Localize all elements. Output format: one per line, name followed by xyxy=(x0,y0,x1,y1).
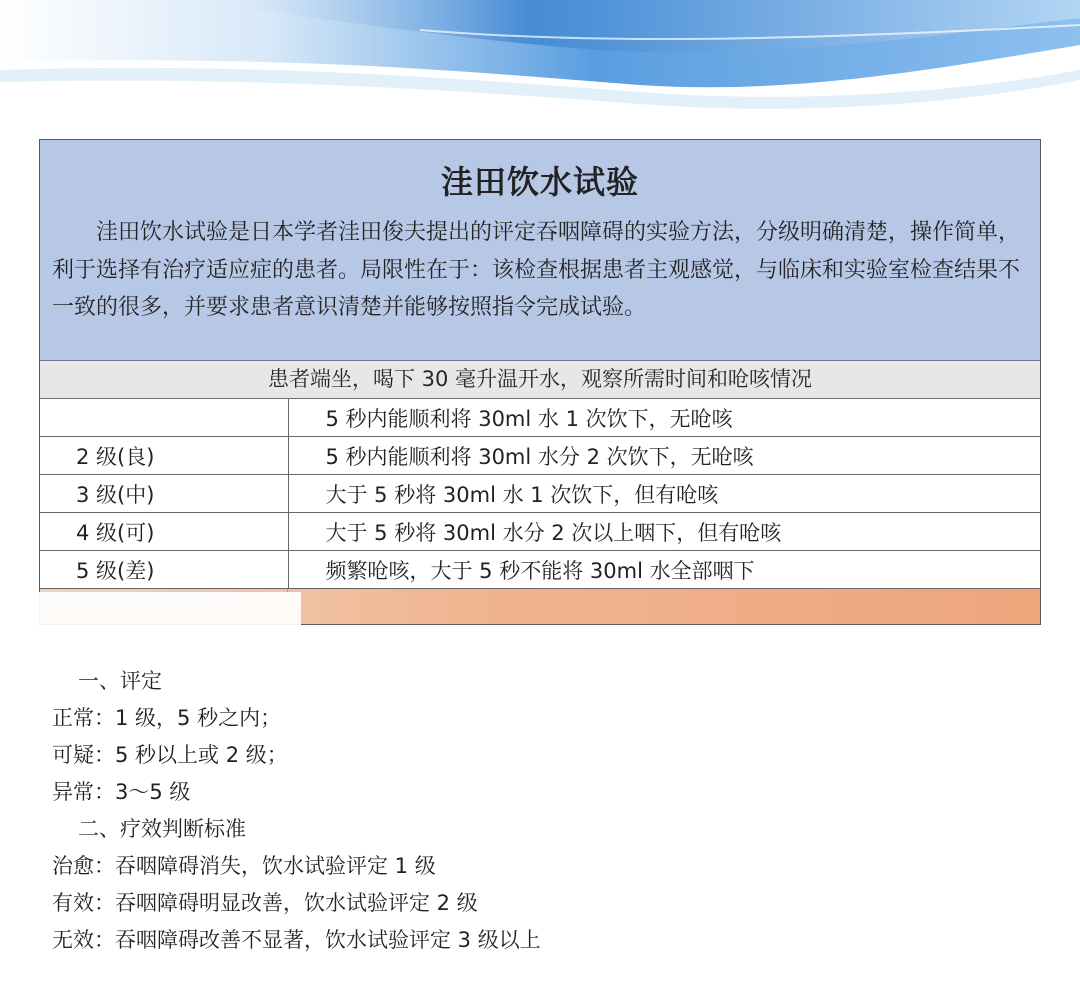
efficacy-item: 有效：吞咽障碍明显改善，饮水试验评定 2 级 xyxy=(52,891,478,915)
criteria-notes xyxy=(52,663,752,959)
page-title: 洼田饮水试验 xyxy=(440,163,639,201)
table-row xyxy=(40,475,1040,513)
description-paragraph: 洼田饮水试验是日本学者洼田俊夫提出的评定吞咽障碍的实验方法，分级明确清楚，操作简单，利于选择有治疗适应症的患者。局限性在于：该检查根据患者主观感觉，与临床和实验室检查结果不一致的很多，并要求患者意识清楚并能够按照指令完成试验。 xyxy=(52,220,1021,320)
evaluation-item: 正常：1 级，5 秒之内； xyxy=(52,706,282,730)
erased-smudge xyxy=(39,592,301,667)
header-wave-decoration xyxy=(0,0,1080,130)
grade-description: 大于 5 秒将 30ml 水分 2 次以上咽下，但有呛咳 xyxy=(288,513,1040,551)
table-row xyxy=(40,437,1040,475)
grade-label: 3 级(中) xyxy=(40,475,288,513)
evaluation-item: 异常：3～5 级 xyxy=(52,780,191,804)
grade-label: 2 级(良) xyxy=(40,437,288,475)
grade-label: 4 级(可) xyxy=(40,513,288,551)
grade-description: 频繁呛咳，大于 5 秒不能将 30ml 水全部咽下 xyxy=(288,551,1040,589)
table-row xyxy=(40,513,1040,551)
grade-label: 5 级(差) xyxy=(40,551,288,589)
test-instruction: 患者端坐，喝下 30 毫升温开水，观察所需时间和呛咳情况 xyxy=(40,361,1040,399)
efficacy-item: 治愈：吞咽障碍消失，饮水试验评定 1 级 xyxy=(52,854,436,878)
table-row xyxy=(40,399,1040,437)
table-row xyxy=(40,551,1040,589)
grade-label xyxy=(40,399,288,437)
evaluation-item: 可疑：5 秒以上或 2 级； xyxy=(52,743,288,767)
grade-table xyxy=(40,399,1040,589)
intro-section xyxy=(40,140,1040,361)
efficacy-heading: 二、疗效判断标准 xyxy=(78,817,246,841)
grade-description: 大于 5 秒将 30ml 水 1 次饮下，但有呛咳 xyxy=(288,475,1040,513)
test-table xyxy=(39,139,1041,625)
efficacy-item: 无效：吞咽障碍改善不显著，饮水试验评定 3 级以上 xyxy=(52,928,541,952)
grade-description: 5 秒内能顺利将 30ml 水分 2 次饮下，无呛咳 xyxy=(288,437,1040,475)
grade-description: 5 秒内能顺利将 30ml 水 1 次饮下，无呛咳 xyxy=(288,399,1040,437)
evaluation-heading: 一、评定 xyxy=(78,669,162,693)
